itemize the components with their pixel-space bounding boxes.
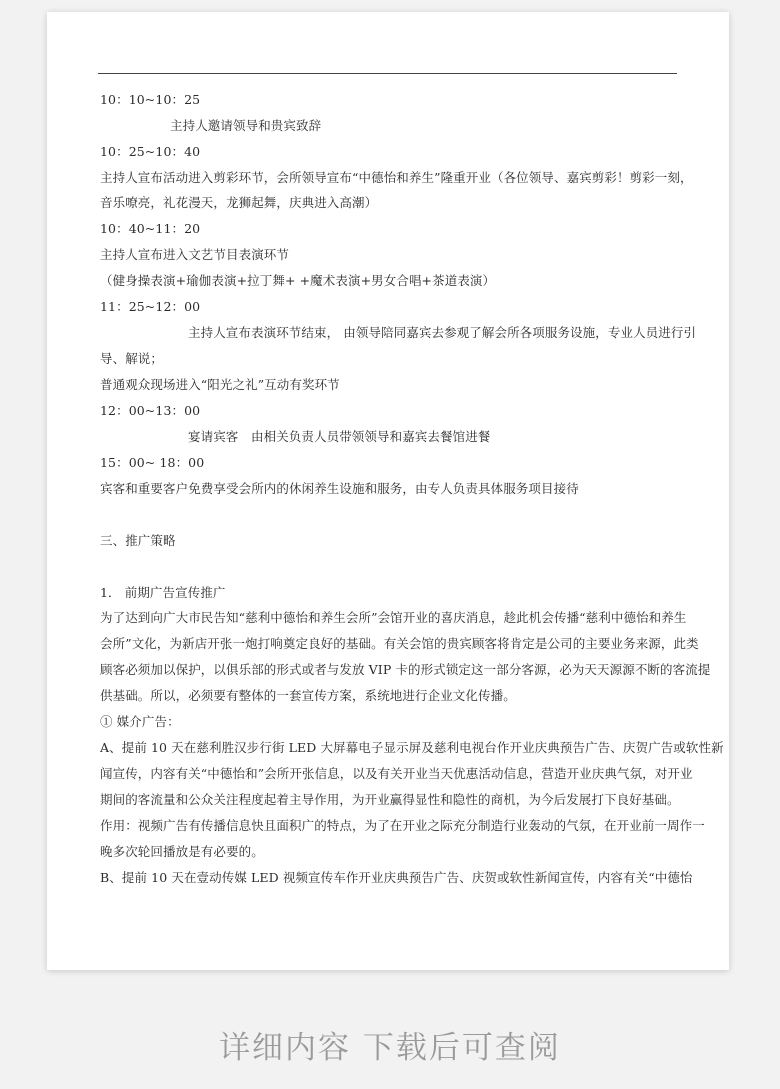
schedule-item: 宴请宾客 由相关负责人员带领领导和嘉宾去餐馆进餐 [188,429,491,444]
paragraph-line: 导、解说； [100,351,164,366]
paragraph-line: 期间的客流量和公众关注程度起着主导作用，为开业赢得显性和隐性的商机，为今后发展打下良好基础。 [100,792,680,807]
paragraph-line: 为了达到向广大市民告知“慈利中德怡和养生会所”会馆开业的喜庆消息，趁此机会传播“慈利中德怡和养生 [100,610,687,625]
paragraph-line: 顾客必须加以保护，以俱乐部的形式或者与发放 VIP 卡的形式锁定这一部分客源，必为天天源源不断的客流提 [100,662,711,677]
paragraph-line: （健身操表演+瑜伽表演+拉丁舞+ +魔术表演+男女合唱+茶道表演） [100,273,496,288]
schedule-item: 主持人邀请领导和贵宾致辞 [170,118,322,133]
paragraph-line: 闻宣传，内容有关“中德怡和”会所开张信息，以及有关开业当天优惠活动信息，营造开业庆典气氛，对开业 [100,766,693,781]
paragraph-line: A、提前 10 天在慈利胜汉步行街 LED 大屏幕电子显示屏及慈利电视台作开业庆典预告广告、庆贺广告或软性新 [100,740,724,755]
paragraph-line: 供基础。所以，必须要有整体的一套宣传方案，系统地进行企业文化传播。 [100,688,516,703]
paragraph-line: 主持人宣布进入文艺节目表演环节 [100,247,290,262]
schedule-time: 12：00~13：00 [100,403,201,418]
schedule-time: 10：25~10：40 [100,144,201,159]
schedule-time: 15：00~ 18：00 [100,455,205,470]
paragraph-line: 晚多次轮回播放是有必要的。 [100,844,264,859]
paragraph-line: 音乐嘹亮，礼花漫天，龙狮起舞，庆典进入高潮） [100,195,378,210]
list-heading: ① 媒介广告： [100,714,180,729]
schedule-time: 10：40~11：20 [100,221,201,236]
download-prompt: 详细内容 下载后可查阅 [219,1030,561,1066]
paragraph-line: 作用：视频广告有传播信息快且面积广的特点，为了在开业之际充分制造行业轰动的气氛，在开业前一周作一 [100,818,705,833]
subsection-heading: 1． 前期广告宣传推广 [100,585,226,600]
paragraph-line: 普通观众现场进入“阳光之礼”互动有奖环节 [100,377,340,392]
header-rule [98,73,677,74]
document-page [47,12,729,970]
paragraph-line: 主持人宣布表演环节结束， 由领导陪同嘉宾去参观了解会所各项服务设施，专业人员进行引 [188,325,697,340]
section-heading: 三、推广策略 [100,533,176,548]
paragraph-line: 主持人宣布活动进入剪彩环节，会所领导宣布“中德怡和养生”隆重开业（各位领导、嘉宾剪彩！剪彩一刻， [100,170,693,185]
paragraph-line: 宾客和重要客户免费享受会所内的休闲养生设施和服务，由专人负责具体服务项目接待 [100,481,579,496]
schedule-time: 10：10~10：25 [100,92,201,107]
paragraph-line: 会所”文化，为新店开张一炮打响奠定良好的基础。有关会馆的贵宾顾客将肯定是公司的主要业务来源，此类 [100,636,699,651]
paragraph-line: B、提前 10 天在壹动传媒 LED 视频宣传车作开业庆典预告广告、庆贺或软性新闻宣传，内容有关“中德怡 [100,870,693,885]
schedule-time: 11：25~12：00 [100,299,201,314]
